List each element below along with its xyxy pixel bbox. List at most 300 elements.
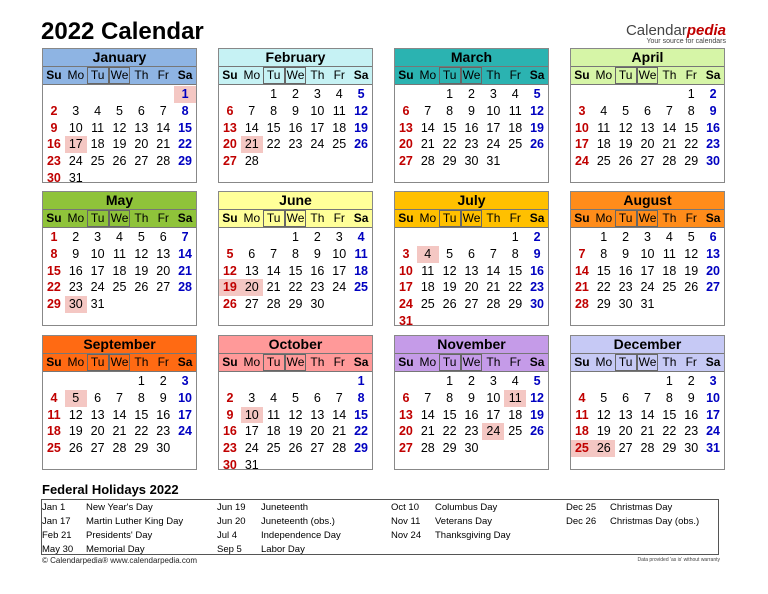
- day-cell[interactable]: 19: [288, 424, 303, 439]
- day-cell[interactable]: 2: [533, 230, 541, 244]
- day-cell[interactable]: 3: [94, 230, 102, 244]
- day-cell[interactable]: 6: [159, 230, 167, 244]
- day-cell[interactable]: 2: [468, 87, 475, 101]
- day-cell[interactable]: 7: [665, 103, 673, 118]
- day-cell[interactable]: 22: [354, 424, 369, 439]
- day-cell[interactable]: 5: [600, 390, 608, 405]
- day-cell[interactable]: 17: [398, 280, 413, 295]
- day-cell[interactable]: 26: [68, 441, 83, 456]
- day-cell[interactable]: 16: [288, 120, 303, 135]
- day-cell[interactable]: 14: [332, 407, 347, 422]
- day-cell[interactable]: 10: [332, 246, 347, 261]
- day-cell[interactable]: 19: [219, 279, 241, 296]
- day-cell[interactable]: 15: [46, 263, 61, 278]
- day-cell[interactable]: 25: [90, 154, 105, 169]
- day-cell[interactable]: 30: [530, 297, 545, 312]
- day-cell[interactable]: 30: [684, 441, 699, 456]
- day-cell[interactable]: 13: [640, 120, 655, 135]
- day-cell[interactable]: 26: [222, 297, 237, 312]
- day-cell[interactable]: 15: [442, 120, 457, 135]
- day-cell[interactable]: 11: [508, 103, 522, 118]
- day-cell[interactable]: 6: [622, 390, 630, 405]
- day-cell[interactable]: 15: [596, 263, 611, 278]
- day-cell[interactable]: 5: [137, 230, 145, 244]
- day-cell[interactable]: 31: [398, 313, 413, 328]
- day-cell[interactable]: 29: [288, 297, 303, 312]
- day-cell[interactable]: 22: [46, 280, 61, 295]
- day-cell[interactable]: 25: [420, 297, 435, 312]
- day-cell[interactable]: 30: [464, 154, 479, 169]
- day-cell[interactable]: 4: [357, 230, 365, 244]
- day-cell[interactable]: 19: [354, 120, 369, 135]
- day-cell[interactable]: 24: [486, 137, 501, 152]
- day-cell[interactable]: 21: [112, 424, 127, 439]
- day-cell[interactable]: 8: [50, 246, 58, 261]
- day-cell[interactable]: 23: [684, 424, 699, 439]
- day-cell[interactable]: 21: [640, 424, 655, 439]
- day-cell[interactable]: 5: [65, 390, 87, 407]
- day-cell[interactable]: 27: [156, 280, 171, 295]
- day-cell[interactable]: 1: [50, 230, 58, 244]
- day-cell[interactable]: 3: [181, 374, 189, 388]
- day-cell[interactable]: 29: [662, 441, 677, 456]
- day-cell[interactable]: 2: [50, 103, 58, 118]
- day-cell[interactable]: 12: [530, 390, 545, 405]
- day-cell[interactable]: 5: [533, 87, 541, 101]
- day-cell[interactable]: 16: [156, 407, 171, 422]
- day-cell[interactable]: 13: [464, 263, 479, 278]
- day-cell[interactable]: 10: [486, 103, 501, 118]
- day-cell[interactable]: 18: [266, 424, 281, 439]
- day-cell[interactable]: 10: [90, 246, 105, 261]
- day-cell[interactable]: 24: [178, 424, 193, 439]
- day-cell[interactable]: 12: [354, 103, 369, 118]
- day-cell[interactable]: 24: [482, 423, 504, 440]
- day-cell[interactable]: 2: [313, 230, 321, 244]
- day-cell[interactable]: 5: [533, 374, 541, 388]
- day-cell[interactable]: 26: [530, 424, 545, 439]
- day-cell[interactable]: 20: [156, 263, 171, 278]
- day-cell[interactable]: 7: [116, 390, 123, 405]
- day-cell[interactable]: 24: [68, 154, 83, 169]
- day-cell[interactable]: 8: [137, 390, 145, 405]
- day-cell[interactable]: 8: [687, 103, 695, 118]
- day-cell[interactable]: 28: [486, 297, 501, 312]
- day-cell[interactable]: 13: [244, 263, 259, 278]
- day-cell[interactable]: 21: [420, 137, 435, 152]
- day-cell[interactable]: 10: [574, 120, 589, 135]
- day-cell[interactable]: 28: [662, 154, 677, 169]
- day-cell[interactable]: 29: [442, 441, 457, 456]
- day-cell[interactable]: 7: [424, 103, 432, 118]
- day-cell[interactable]: 23: [156, 424, 171, 439]
- day-cell[interactable]: 25: [112, 280, 127, 295]
- day-cell[interactable]: 28: [640, 441, 655, 456]
- day-cell[interactable]: 24: [706, 424, 721, 439]
- day-cell[interactable]: 7: [270, 246, 278, 261]
- day-cell[interactable]: 20: [464, 280, 479, 295]
- day-cell[interactable]: 13: [398, 407, 413, 422]
- day-cell[interactable]: 17: [310, 120, 325, 135]
- day-cell[interactable]: 29: [134, 441, 149, 456]
- day-cell[interactable]: 26: [112, 154, 127, 169]
- day-cell[interactable]: 23: [310, 280, 325, 295]
- day-cell[interactable]: 6: [248, 246, 256, 261]
- day-cell[interactable]: 20: [222, 137, 237, 152]
- day-cell[interactable]: 17: [244, 424, 259, 439]
- day-cell[interactable]: 25: [46, 441, 61, 456]
- day-cell[interactable]: 31: [68, 170, 83, 185]
- day-cell[interactable]: 12: [442, 263, 457, 278]
- day-cell[interactable]: 5: [687, 230, 695, 244]
- day-cell[interactable]: 22: [442, 137, 457, 152]
- day-cell[interactable]: 4: [417, 246, 439, 263]
- day-cell[interactable]: 23: [464, 424, 479, 439]
- day-cell[interactable]: 11: [91, 120, 105, 135]
- day-cell[interactable]: 14: [178, 246, 193, 261]
- day-cell[interactable]: 30: [222, 457, 237, 472]
- day-cell[interactable]: 19: [442, 280, 457, 295]
- day-cell[interactable]: 28: [420, 154, 435, 169]
- day-cell[interactable]: 14: [112, 407, 127, 422]
- day-cell[interactable]: 26: [288, 441, 303, 456]
- day-cell[interactable]: 1: [511, 230, 519, 244]
- day-cell[interactable]: 8: [511, 246, 519, 261]
- day-cell[interactable]: 9: [159, 390, 167, 405]
- day-cell[interactable]: 17: [90, 263, 105, 278]
- day-cell[interactable]: 20: [134, 137, 149, 152]
- day-cell[interactable]: 10: [398, 263, 413, 278]
- day-cell[interactable]: 18: [596, 137, 611, 152]
- day-cell[interactable]: 12: [684, 246, 699, 261]
- day-cell[interactable]: 3: [578, 103, 586, 118]
- day-cell[interactable]: 8: [292, 246, 299, 261]
- day-cell[interactable]: 4: [511, 374, 519, 388]
- day-cell[interactable]: 17: [65, 136, 87, 153]
- day-cell[interactable]: 21: [156, 137, 171, 152]
- day-cell[interactable]: 24: [574, 154, 589, 169]
- day-cell[interactable]: 1: [270, 87, 278, 101]
- day-cell[interactable]: 27: [464, 297, 479, 312]
- day-cell[interactable]: 21: [486, 280, 501, 295]
- day-cell[interactable]: 31: [244, 457, 259, 472]
- day-cell[interactable]: 1: [357, 374, 365, 388]
- day-cell[interactable]: 7: [159, 103, 167, 118]
- day-cell[interactable]: 12: [618, 120, 633, 135]
- day-cell[interactable]: 17: [706, 407, 721, 422]
- day-cell[interactable]: 26: [134, 280, 149, 295]
- day-cell[interactable]: 21: [266, 280, 281, 295]
- day-cell[interactable]: 10: [706, 390, 721, 405]
- day-cell[interactable]: 24: [640, 280, 655, 295]
- day-cell[interactable]: 17: [486, 407, 501, 422]
- day-cell[interactable]: 7: [644, 390, 651, 405]
- day-cell[interactable]: 19: [618, 137, 633, 152]
- day-cell[interactable]: 10: [310, 103, 325, 118]
- day-cell[interactable]: 16: [464, 120, 479, 135]
- day-cell[interactable]: 28: [574, 297, 589, 312]
- day-cell[interactable]: 25: [266, 441, 281, 456]
- day-cell[interactable]: 2: [709, 87, 717, 101]
- day-cell[interactable]: 14: [156, 120, 171, 135]
- day-cell[interactable]: 14: [486, 263, 501, 278]
- day-cell[interactable]: 18: [354, 263, 369, 278]
- day-cell[interactable]: 9: [313, 246, 321, 261]
- day-cell[interactable]: 6: [402, 390, 410, 405]
- day-cell[interactable]: 11: [267, 407, 281, 422]
- day-cell[interactable]: 28: [244, 154, 259, 169]
- day-cell[interactable]: 23: [288, 137, 303, 152]
- day-cell[interactable]: 15: [662, 407, 677, 422]
- day-cell[interactable]: 19: [68, 424, 83, 439]
- day-cell[interactable]: 9: [226, 407, 234, 422]
- day-cell[interactable]: 29: [596, 297, 611, 312]
- day-cell[interactable]: 13: [222, 120, 237, 135]
- day-cell[interactable]: 10: [178, 390, 193, 405]
- day-cell[interactable]: 4: [50, 390, 58, 405]
- day-cell[interactable]: 27: [398, 154, 413, 169]
- day-cell[interactable]: 6: [137, 103, 145, 118]
- day-cell[interactable]: 17: [574, 137, 589, 152]
- day-cell[interactable]: 25: [571, 440, 593, 457]
- day-cell[interactable]: 25: [662, 280, 677, 295]
- day-cell[interactable]: 4: [511, 87, 519, 101]
- day-cell[interactable]: 6: [94, 390, 102, 405]
- day-cell[interactable]: 11: [662, 246, 676, 261]
- day-cell[interactable]: 27: [90, 441, 105, 456]
- day-cell[interactable]: 11: [47, 407, 61, 422]
- day-cell[interactable]: 16: [706, 120, 721, 135]
- day-cell[interactable]: 11: [354, 246, 368, 261]
- day-cell[interactable]: 6: [313, 390, 321, 405]
- day-cell[interactable]: 20: [398, 137, 413, 152]
- day-cell[interactable]: 25: [596, 154, 611, 169]
- day-cell[interactable]: 8: [446, 390, 454, 405]
- day-cell[interactable]: 6: [644, 103, 651, 118]
- day-cell[interactable]: 2: [292, 87, 299, 101]
- day-cell[interactable]: 12: [288, 407, 303, 422]
- day-cell[interactable]: 12: [134, 246, 149, 261]
- day-cell[interactable]: 7: [578, 246, 586, 261]
- day-cell[interactable]: 22: [178, 137, 193, 152]
- day-cell[interactable]: 11: [597, 120, 611, 135]
- day-cell[interactable]: 29: [354, 441, 369, 456]
- day-cell[interactable]: 8: [600, 246, 608, 261]
- day-cell[interactable]: 3: [644, 230, 651, 244]
- day-cell[interactable]: 19: [596, 424, 611, 439]
- day-cell[interactable]: 8: [181, 103, 189, 118]
- day-cell[interactable]: 4: [665, 230, 673, 244]
- day-cell[interactable]: 19: [530, 120, 545, 135]
- day-cell[interactable]: 23: [618, 280, 633, 295]
- day-cell[interactable]: 27: [134, 154, 149, 169]
- day-cell[interactable]: 4: [116, 230, 123, 244]
- day-cell[interactable]: 14: [574, 263, 589, 278]
- day-cell[interactable]: 30: [65, 296, 87, 313]
- day-cell[interactable]: 11: [332, 103, 346, 118]
- day-cell[interactable]: 25: [354, 280, 369, 295]
- day-cell[interactable]: 3: [489, 87, 497, 101]
- day-cell[interactable]: 28: [266, 297, 281, 312]
- day-cell[interactable]: 23: [68, 280, 83, 295]
- day-cell[interactable]: 28: [156, 154, 171, 169]
- day-cell[interactable]: 24: [398, 297, 413, 312]
- day-cell[interactable]: 26: [684, 280, 699, 295]
- day-cell[interactable]: 3: [489, 374, 497, 388]
- day-cell[interactable]: 3: [248, 390, 256, 405]
- day-cell[interactable]: 15: [508, 263, 523, 278]
- day-cell[interactable]: 14: [266, 263, 281, 278]
- day-cell[interactable]: 15: [134, 407, 149, 422]
- day-cell[interactable]: 26: [618, 154, 633, 169]
- day-cell[interactable]: 10: [68, 120, 83, 135]
- day-cell[interactable]: 21: [178, 263, 193, 278]
- day-cell[interactable]: 7: [335, 390, 343, 405]
- day-cell[interactable]: 17: [178, 407, 193, 422]
- day-cell[interactable]: 29: [684, 154, 699, 169]
- day-cell[interactable]: 27: [618, 441, 633, 456]
- day-cell[interactable]: 24: [90, 280, 105, 295]
- day-cell[interactable]: 1: [446, 374, 454, 388]
- day-cell[interactable]: 4: [335, 87, 343, 101]
- day-cell[interactable]: 30: [706, 154, 721, 169]
- day-cell[interactable]: 20: [310, 424, 325, 439]
- day-cell[interactable]: 11: [504, 390, 526, 407]
- day-cell[interactable]: 27: [222, 154, 237, 169]
- day-cell[interactable]: 4: [600, 103, 608, 118]
- day-cell[interactable]: 20: [640, 137, 655, 152]
- day-cell[interactable]: 15: [266, 120, 281, 135]
- day-cell[interactable]: 30: [156, 441, 171, 456]
- day-cell[interactable]: 3: [72, 103, 80, 118]
- day-cell[interactable]: 19: [134, 263, 149, 278]
- day-cell[interactable]: 26: [530, 137, 545, 152]
- day-cell[interactable]: 17: [332, 263, 347, 278]
- day-cell[interactable]: 9: [709, 103, 717, 118]
- day-cell[interactable]: 13: [398, 120, 413, 135]
- day-cell[interactable]: 18: [332, 120, 347, 135]
- day-cell[interactable]: 1: [292, 230, 299, 244]
- day-cell[interactable]: 28: [332, 441, 347, 456]
- day-cell[interactable]: 2: [72, 230, 80, 244]
- day-cell[interactable]: 23: [222, 441, 237, 456]
- day-cell[interactable]: 20: [241, 279, 263, 296]
- day-cell[interactable]: 14: [420, 120, 435, 135]
- day-cell[interactable]: 27: [244, 297, 259, 312]
- day-cell[interactable]: 21: [574, 280, 589, 295]
- day-cell[interactable]: 26: [354, 137, 369, 152]
- day-cell[interactable]: 27: [398, 441, 413, 456]
- day-cell[interactable]: 18: [90, 137, 105, 152]
- day-cell[interactable]: 11: [113, 246, 126, 261]
- day-cell[interactable]: 14: [640, 407, 655, 422]
- day-cell[interactable]: 15: [442, 407, 457, 422]
- day-cell[interactable]: 17: [640, 263, 655, 278]
- day-cell[interactable]: 3: [313, 87, 321, 101]
- day-cell[interactable]: 16: [618, 263, 633, 278]
- day-cell[interactable]: 14: [662, 120, 677, 135]
- day-cell[interactable]: 7: [248, 103, 256, 118]
- day-cell[interactable]: 22: [596, 280, 611, 295]
- day-cell[interactable]: 8: [446, 103, 454, 118]
- day-cell[interactable]: 16: [46, 137, 61, 152]
- day-cell[interactable]: 9: [468, 103, 475, 118]
- day-cell[interactable]: 2: [468, 374, 475, 388]
- day-cell[interactable]: 21: [241, 136, 263, 153]
- day-cell[interactable]: 19: [530, 407, 545, 422]
- day-cell[interactable]: 12: [596, 407, 611, 422]
- day-cell[interactable]: 24: [310, 137, 325, 152]
- day-cell[interactable]: 1: [687, 87, 695, 101]
- day-cell[interactable]: 22: [684, 137, 699, 152]
- day-cell[interactable]: 10: [241, 407, 263, 424]
- day-cell[interactable]: 2: [159, 374, 167, 388]
- day-cell[interactable]: 9: [622, 246, 630, 261]
- day-cell[interactable]: 13: [706, 246, 721, 261]
- day-cell[interactable]: 8: [665, 390, 673, 405]
- day-cell[interactable]: 25: [508, 424, 523, 439]
- day-cell[interactable]: 18: [508, 407, 523, 422]
- day-cell[interactable]: 6: [226, 103, 234, 118]
- day-cell[interactable]: 15: [354, 407, 369, 422]
- day-cell[interactable]: 18: [662, 263, 677, 278]
- day-cell[interactable]: 7: [181, 230, 189, 244]
- day-cell[interactable]: 29: [46, 297, 61, 312]
- day-cell[interactable]: 2: [226, 390, 234, 405]
- day-cell[interactable]: 18: [420, 280, 435, 295]
- day-cell[interactable]: 30: [618, 297, 633, 312]
- day-cell[interactable]: 5: [446, 246, 454, 261]
- day-cell[interactable]: 20: [706, 263, 721, 278]
- day-cell[interactable]: 30: [464, 441, 479, 456]
- day-cell[interactable]: 15: [684, 120, 699, 135]
- day-cell[interactable]: 22: [662, 424, 677, 439]
- day-cell[interactable]: 9: [687, 390, 695, 405]
- day-cell[interactable]: 5: [357, 87, 365, 101]
- day-cell[interactable]: 6: [709, 230, 717, 244]
- day-cell[interactable]: 16: [684, 407, 699, 422]
- day-cell[interactable]: 21: [662, 137, 677, 152]
- day-cell[interactable]: 26: [442, 297, 457, 312]
- day-cell[interactable]: 28: [420, 441, 435, 456]
- day-cell[interactable]: 22: [288, 280, 303, 295]
- day-cell[interactable]: 12: [112, 120, 127, 135]
- day-cell[interactable]: 6: [402, 103, 410, 118]
- day-cell[interactable]: 24: [244, 441, 259, 456]
- day-cell[interactable]: 16: [222, 424, 237, 439]
- day-cell[interactable]: 31: [640, 297, 655, 312]
- day-cell[interactable]: 26: [593, 440, 615, 457]
- day-cell[interactable]: 9: [50, 120, 58, 135]
- day-cell[interactable]: 16: [464, 407, 479, 422]
- day-cell[interactable]: 28: [112, 441, 127, 456]
- day-cell[interactable]: 8: [357, 390, 365, 405]
- day-cell[interactable]: 31: [90, 297, 105, 312]
- day-cell[interactable]: 4: [94, 103, 102, 118]
- day-cell[interactable]: 13: [156, 246, 171, 261]
- day-cell[interactable]: 24: [332, 280, 347, 295]
- day-cell[interactable]: 18: [508, 120, 523, 135]
- day-cell[interactable]: 16: [310, 263, 325, 278]
- day-cell[interactable]: 29: [442, 154, 457, 169]
- day-cell[interactable]: 22: [442, 424, 457, 439]
- day-cell[interactable]: 15: [178, 120, 193, 135]
- day-cell[interactable]: 3: [402, 246, 410, 261]
- day-cell[interactable]: 14: [420, 407, 435, 422]
- day-cell[interactable]: 12: [68, 407, 83, 422]
- day-cell[interactable]: 27: [640, 154, 655, 169]
- day-cell[interactable]: 30: [310, 297, 325, 312]
